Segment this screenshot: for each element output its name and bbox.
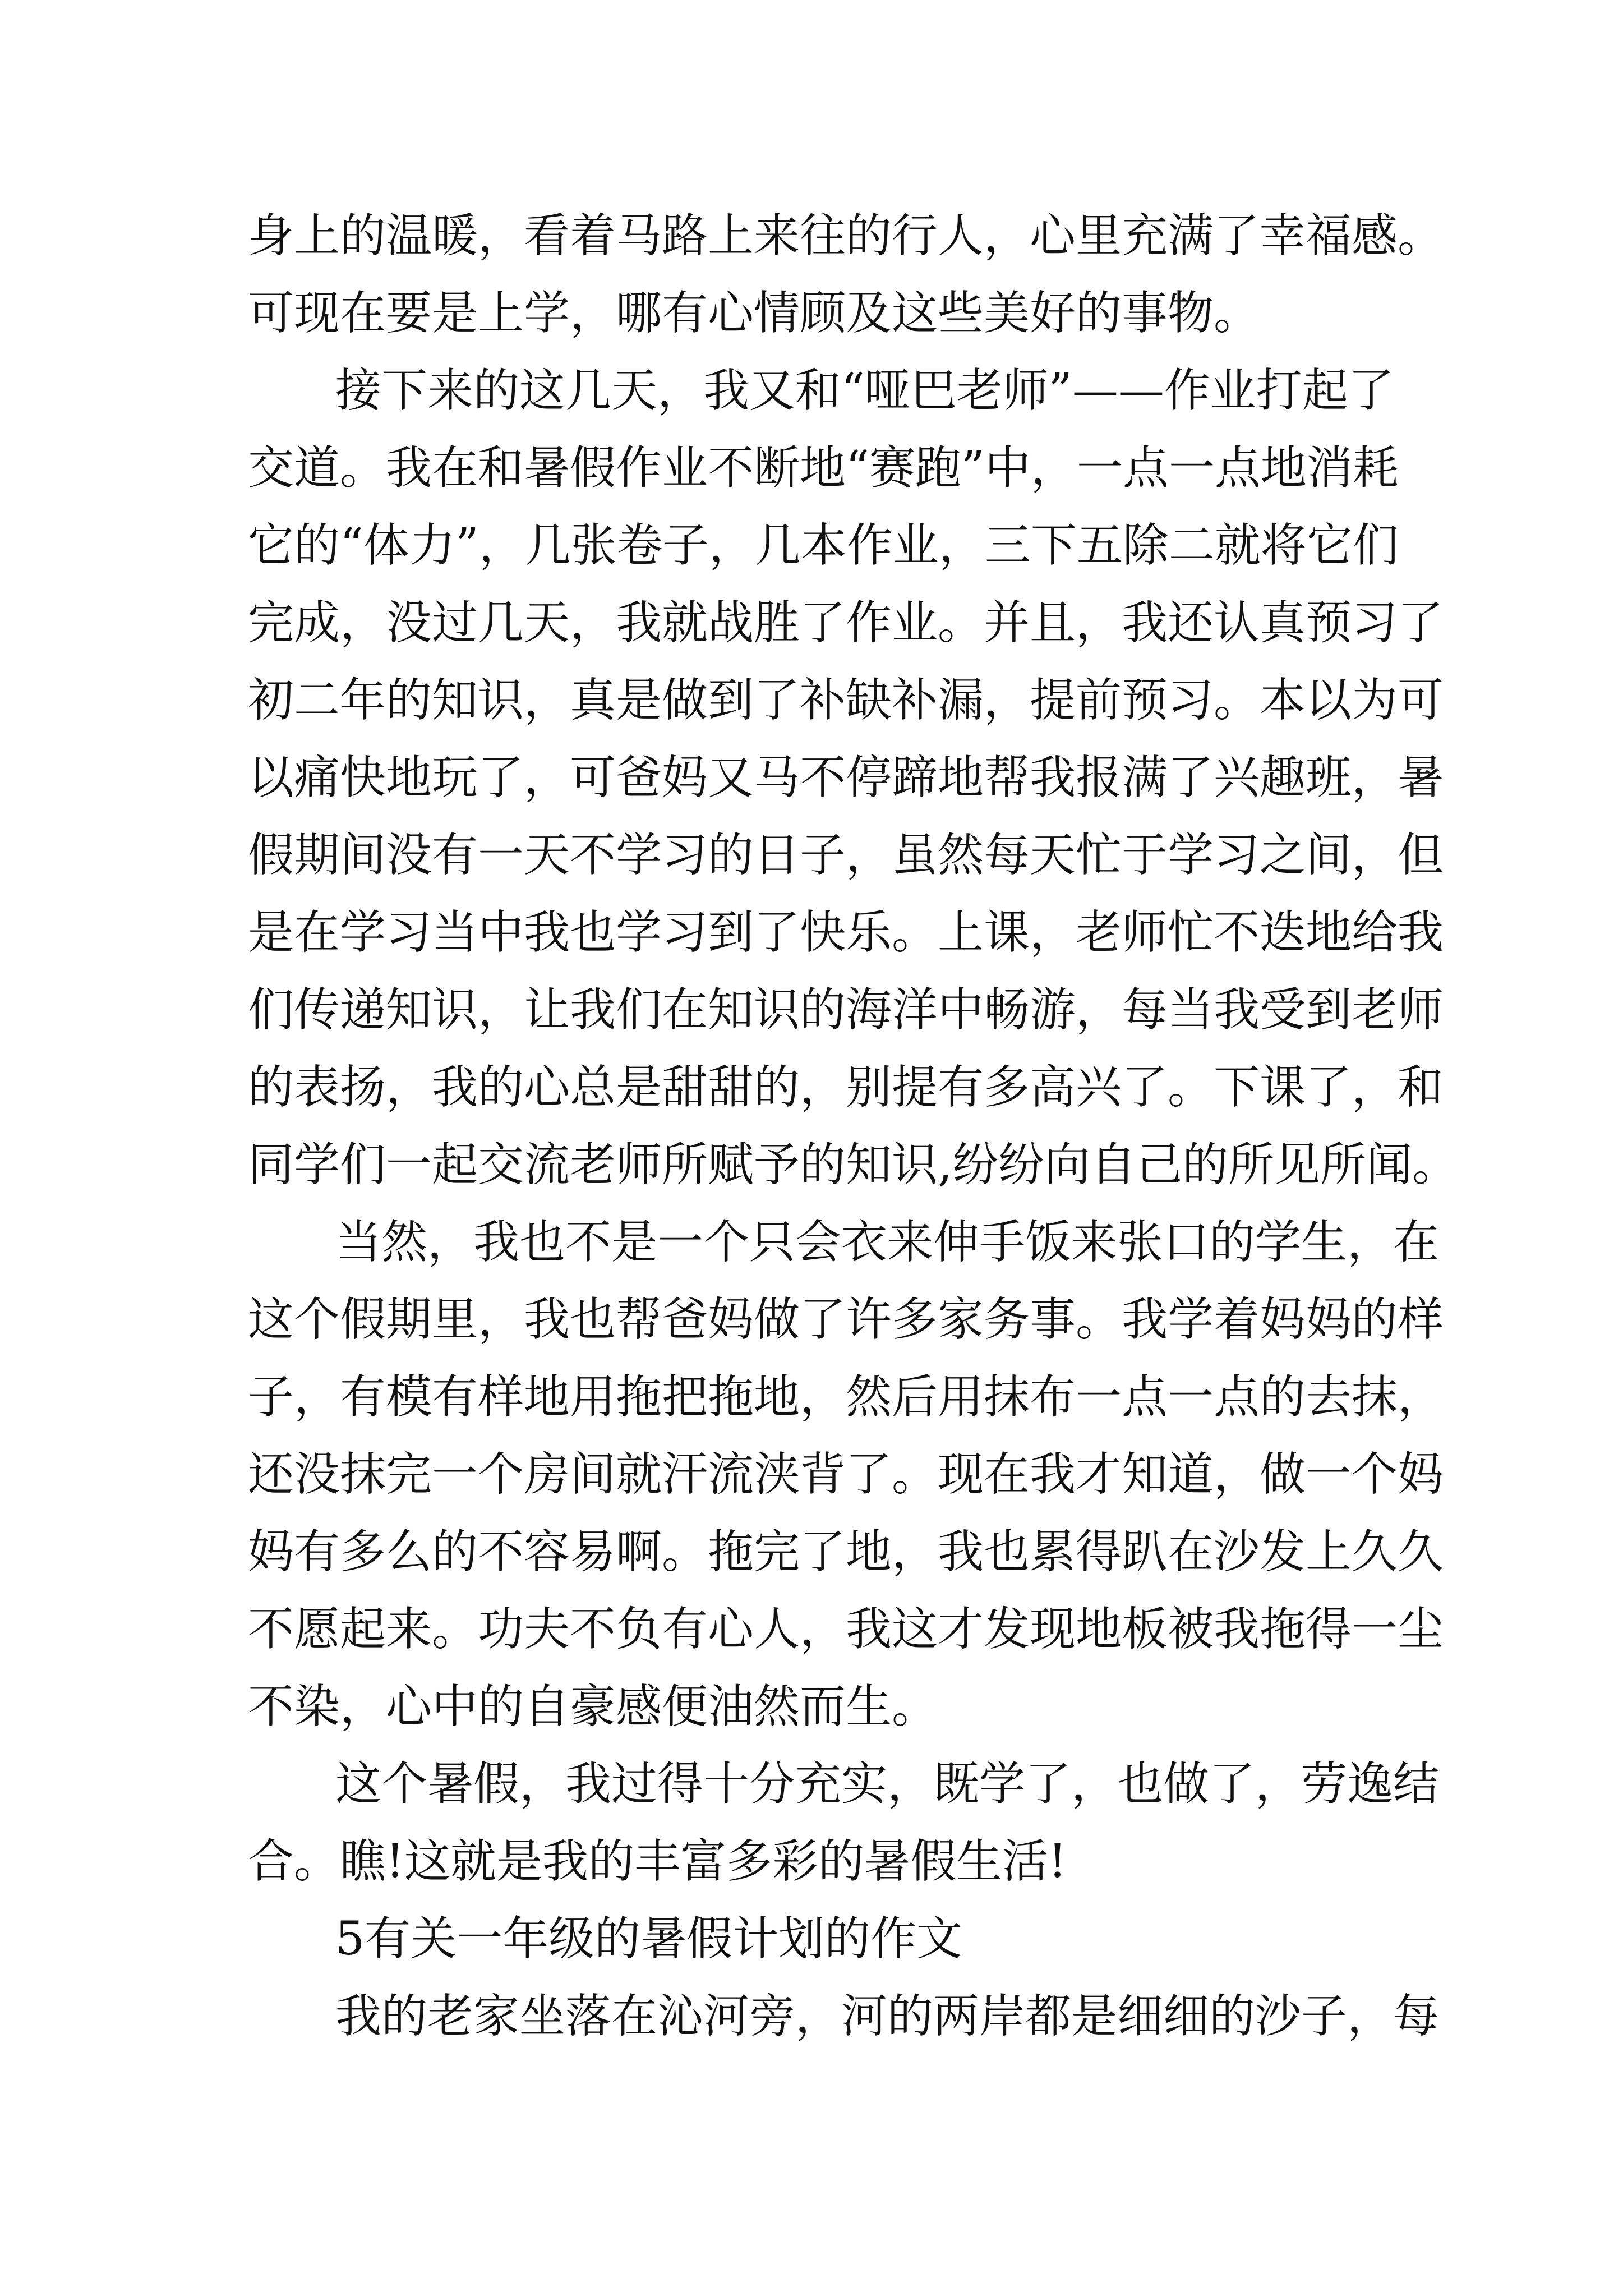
text-line: 初二年的知识，真是做到了补缺补漏，提前预习。本以为可 [248, 674, 1444, 727]
text-line: 的表扬，我的心总是甜甜的，别提有多高兴了。下课了，和 [248, 1061, 1444, 1114]
paragraph-start-line: 当然，我也不是一个只会衣来伸手饭来张口的学生，在 [335, 1216, 1440, 1269]
text-line: 还没抹完一个房间就汗流浃背了。现在我才知道，做一个妈 [248, 1448, 1444, 1501]
text-line: 合。瞧!这就是我的丰富多彩的暑假生活! [248, 1835, 1067, 1888]
text-line: 是在学习当中我也学习到了快乐。上课，老师忙不迭地给我 [248, 906, 1444, 959]
paragraph-start-line: 接下来的这几天，我又和“哑巴老师”——作业打起了 [335, 364, 1394, 417]
text-line: 可现在要是上学，哪有心情顾及这些美好的事物。 [248, 287, 1260, 340]
section-heading: 5有关一年级的暑假计划的作文 [335, 1912, 963, 1966]
document-body [248, 197, 1459, 2055]
text-line: 妈有多么的不容易啊。拖完了地，我也累得趴在沙发上久久 [248, 1525, 1444, 1579]
text-line: 这个假期里，我也帮爸妈做了许多家务事。我学着妈妈的样 [248, 1293, 1444, 1346]
text-line: 同学们一起交流老师所赋予的知识,纷纷向自己的所见所闻。 [248, 1138, 1459, 1191]
text-line: 子，有模有样地用拖把拖地，然后用抹布一点一点的去抹， [248, 1370, 1444, 1424]
text-line: 们传递知识，让我们在知识的海洋中畅游，每当我受到老师 [248, 983, 1444, 1037]
text-line: 身上的温暖，看着马路上来往的行人，心里充满了幸福感。 [248, 209, 1444, 263]
text-line: 以痛快地玩了，可爸妈又马不停蹄地帮我报满了兴趣班，暑 [248, 751, 1444, 804]
paragraph-start-line: 这个暑假，我过得十分充实，既学了，也做了，劳逸结 [335, 1757, 1440, 1811]
text-line: 交道。我在和暑假作业不断地“赛跑”中，一点一点地消耗 [248, 441, 1399, 495]
text-line: 不染，心中的自豪感便油然而生。 [248, 1680, 938, 1733]
paragraph-start-line: 我的老家坐落在沁河旁，河的两岸都是细细的沙子，每 [335, 1990, 1440, 2043]
text-line: 假期间没有一天不学习的日子，虽然每天忙于学习之间，但 [248, 829, 1444, 882]
text-line: 它的“体力”，几张卷子，几本作业，三下五除二就将它们 [248, 519, 1399, 572]
text-line: 完成，没过几天，我就战胜了作业。并且，我还认真预习了 [248, 596, 1444, 650]
text-line: 不愿起来。功夫不负有心人，我这才发现地板被我拖得一尘 [248, 1603, 1444, 1656]
